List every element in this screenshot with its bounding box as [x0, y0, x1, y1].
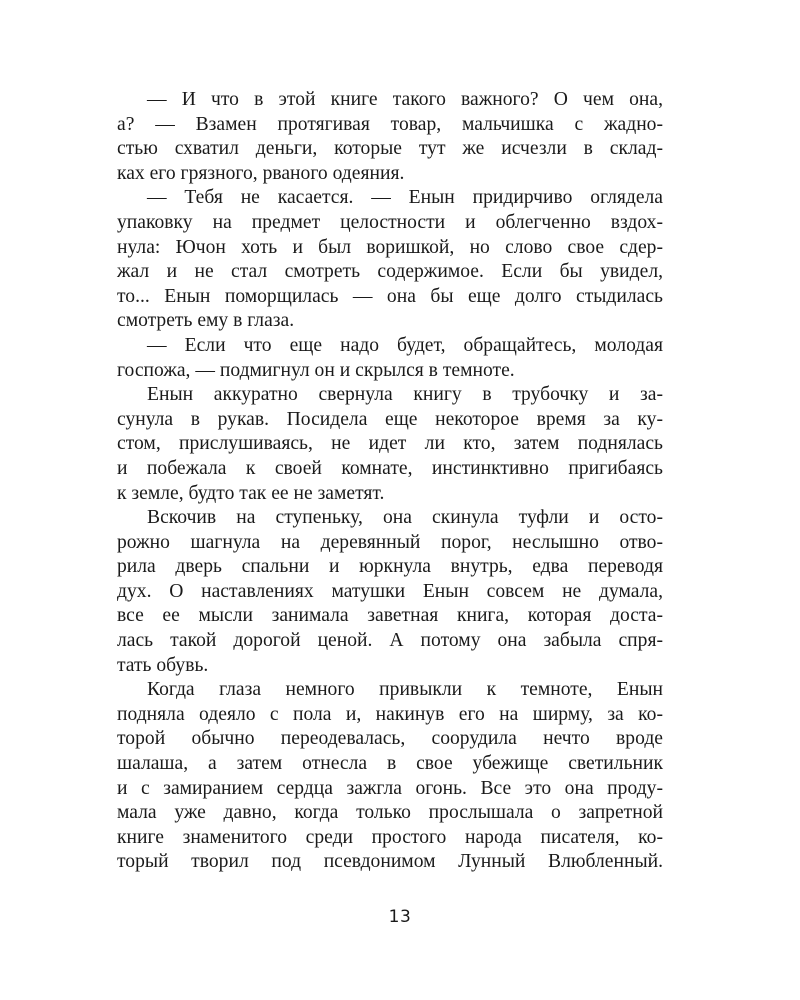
- text-line: упаковку на предмет целостности и облегченно вздох-: [117, 211, 663, 233]
- page-text-body: [117, 88, 663, 875]
- text-line: и побежала к своей комнате, инстинктивно пригибаясь: [117, 457, 663, 479]
- text-line: и с замиранием сердца зажгла огонь. Все это она проду-: [117, 777, 663, 799]
- text-line: тать обувь.: [117, 654, 209, 676]
- text-line: рила дверь спальни и юркнула внутрь, едва переводя: [117, 556, 663, 578]
- text-line: лась такой дорогой ценой. А потому она забыла спря-: [117, 630, 663, 652]
- text-line: торый творил под псевдонимом Лунный Влюбленный.: [117, 851, 663, 873]
- text-line: а? — Взамен протягивая товар, мальчишка с жадно-: [117, 113, 663, 135]
- text-line: торой обычно переодевалась, соорудила нечто вроде: [117, 728, 663, 750]
- text-line: смотреть ему в глаза.: [117, 310, 295, 332]
- text-line: к земле, будто так ее не заметят.: [117, 482, 385, 504]
- text-line: рожно шагнула на деревянный порог, неслышно отво-: [117, 531, 663, 553]
- text-line: — Если что еще надо будет, обращайтесь, молодая: [147, 334, 663, 356]
- text-line: — Тебя не касается. — Енын придирчиво оглядела: [147, 187, 663, 209]
- text-line: Когда глаза немного привыкли к темноте, Енын: [147, 679, 663, 701]
- text-line: сунула в рукав. Посидела еще некоторое время за ку-: [117, 408, 663, 430]
- text-line: нула: Ючон хоть и был воришкой, но слово свое сдер-: [117, 236, 663, 258]
- text-line: мала уже давно, когда только прослышала о запретной: [117, 802, 663, 824]
- text-line: то... Енын поморщилась — она бы еще долго стыдилась: [117, 285, 663, 307]
- text-line: Вскочив на ступеньку, она скинула туфли и осто-: [147, 507, 663, 529]
- text-line: жал и не стал смотреть содержимое. Если бы увидел,: [117, 261, 663, 283]
- text-line: ках его грязного, рваного одеяния.: [117, 162, 405, 184]
- text-line: — И что в этой книге такого важного? О чем она,: [147, 89, 663, 110]
- text-line: стью схватил деньги, которые тут же исчезли в склад-: [117, 138, 663, 160]
- page-number: 13: [388, 907, 412, 927]
- text-line: стом, прислушиваясь, не идет ли кто, затем поднялась: [117, 433, 663, 455]
- text-line: дух. О наставлениях матушки Енын совсем не думала,: [117, 580, 663, 602]
- text-line: книге знаменитого среди простого народа писателя, ко-: [117, 826, 663, 848]
- text-line: шалаша, а затем отнесла в свое убежище светильник: [117, 753, 663, 775]
- text-line: подняла одеяло с пола и, накинув его на ширму, за ко-: [117, 703, 663, 725]
- text-line: Енын аккуратно свернула книгу в трубочку и за-: [147, 384, 663, 406]
- text-line: госпожа, — подмигнул он и скрылся в темноте.: [117, 359, 515, 381]
- text-line: все ее мысли занимала заветная книга, которая доста-: [117, 605, 663, 627]
